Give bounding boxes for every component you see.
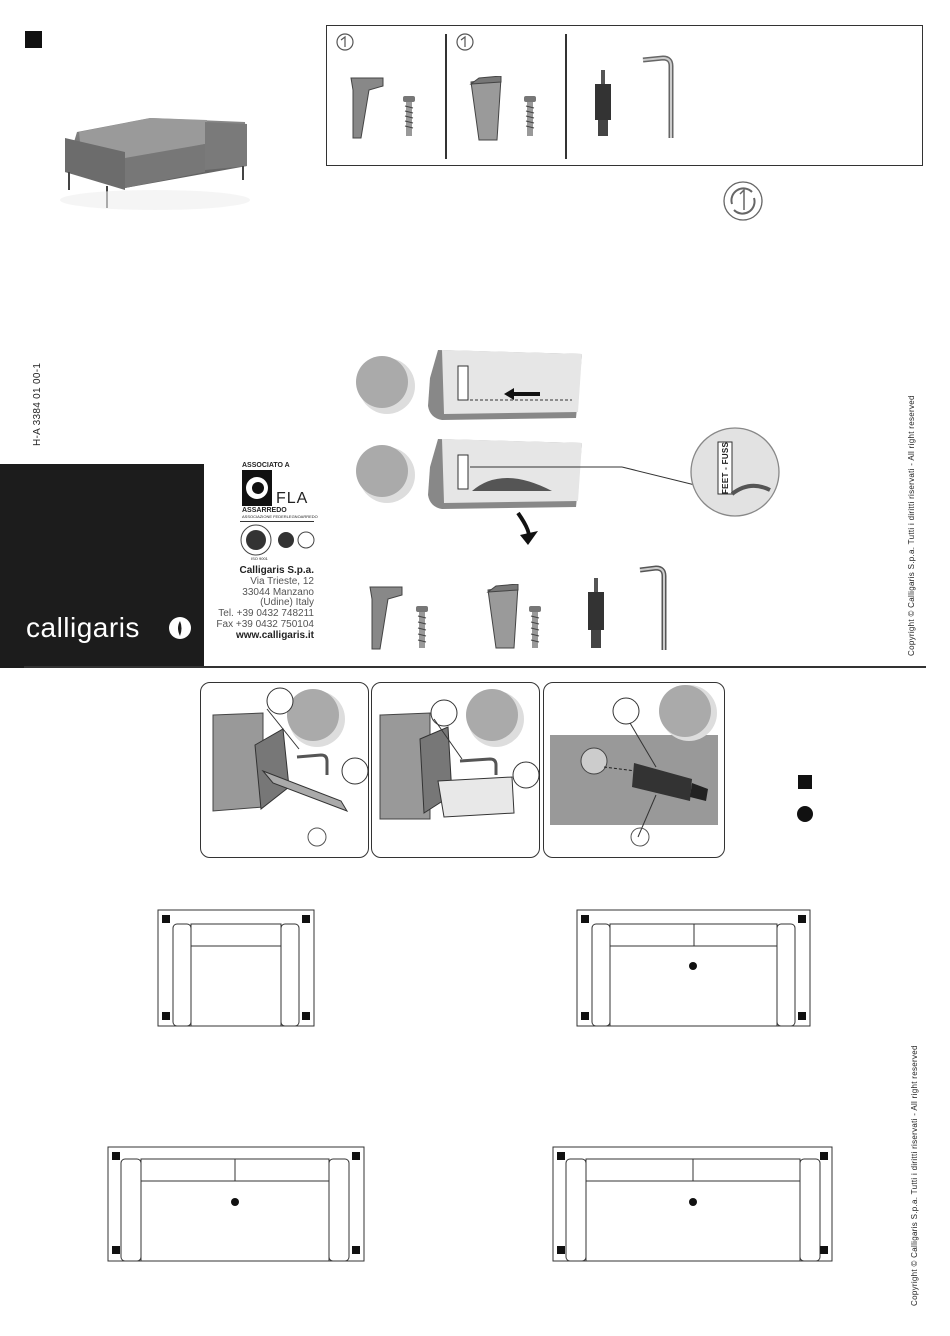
address-city: 33044 Manzano [242, 586, 314, 598]
address-web[interactable]: www.calligaris.it [236, 629, 314, 641]
legend-dot-marker [797, 806, 813, 822]
assembly-panel-cylinder-foot [543, 682, 725, 858]
address-street: Via Trieste, 12 [250, 575, 314, 587]
brand-logo-text: calligaris [26, 612, 140, 643]
screw-part [401, 96, 417, 138]
association-sub: ASSARREDO [242, 507, 287, 514]
feet-tag-label: FEET - FUSS [721, 441, 730, 494]
plan-3-seater [107, 1145, 367, 1263]
rotate-icon [335, 32, 359, 52]
sofa-image [55, 110, 255, 215]
legend-square-marker [798, 775, 812, 789]
plan-armchair [157, 908, 317, 1028]
rotate-icon [455, 32, 479, 52]
step-1-illustration [352, 346, 592, 426]
assembly-panel-angled-leg [200, 682, 369, 858]
screw-part [522, 96, 538, 138]
company-name: Calligaris S.p.a. [239, 565, 314, 576]
assembly-panel-tapered-leg [371, 682, 540, 858]
tapered-leg-part [484, 584, 524, 650]
tapered-leg-part [467, 76, 507, 142]
company-address [216, 566, 314, 642]
iso-label: ISO 9001 [251, 556, 268, 561]
copyright-bottom: Copyright © Calligaris S.p.a. Tutti i diritti riservati - All right reserved [910, 1045, 919, 1306]
address-tel: Tel. +39 0432 748211 [218, 608, 314, 620]
address-region: (Udine) Italy [260, 597, 314, 609]
logo-divider [240, 521, 314, 522]
angled-leg-part [347, 76, 387, 140]
association-header: ASSOCIATO A [242, 462, 290, 469]
section-divider [24, 666, 926, 668]
association-desc: ASSOCIAZIONE FEDERLEGNOARREDO [242, 514, 318, 519]
doc-code: H-A 3384 01 00-1 [32, 362, 43, 446]
square-marker-icon [25, 31, 42, 48]
screw-part [527, 606, 543, 650]
allen-key-part [637, 54, 677, 140]
certification-logos [240, 524, 316, 556]
brand-logo-icon [168, 616, 192, 640]
association-name: FLA [276, 490, 309, 507]
cylinder-foot-part [586, 578, 606, 650]
allen-key-part [634, 564, 674, 654]
parts-box [326, 25, 923, 166]
plan-3-seater-large [552, 1145, 834, 1263]
angled-leg-part [366, 585, 406, 651]
rotate-icon [722, 180, 764, 222]
plan-2-seater [576, 908, 812, 1028]
address-fax: Fax +39 0432 750104 [216, 618, 314, 630]
screw-part [414, 606, 430, 650]
copyright-top: Copyright © Calligaris S.p.a. Tutti i diritti riservati - All right reserved [907, 395, 916, 656]
cylinder-foot-part [593, 70, 613, 140]
zoom-connector [470, 420, 790, 530]
